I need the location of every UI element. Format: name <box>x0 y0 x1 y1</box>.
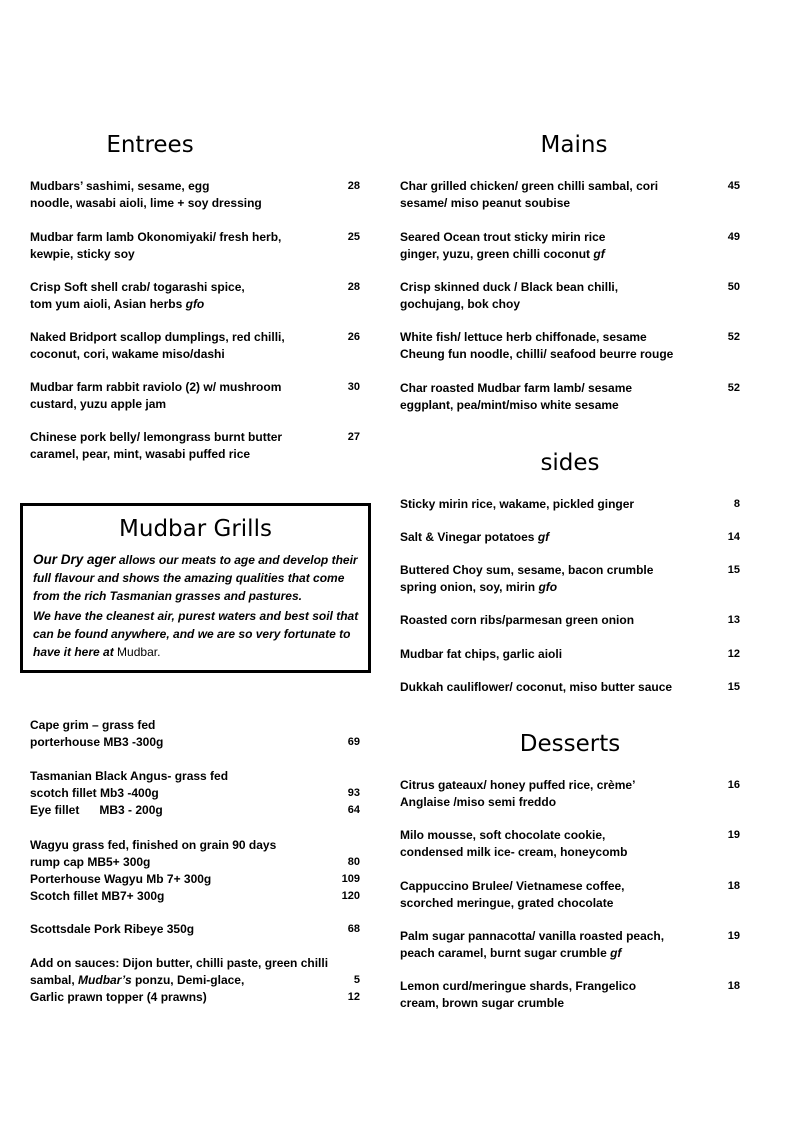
mains-heading: Mains <box>540 132 608 158</box>
sauce-price: 12 <box>347 991 360 1003</box>
sauce-price: 5 <box>353 974 360 986</box>
grill-price: 68 <box>347 923 360 935</box>
grills-description: Our Dry ager allows our meats to age and develop their full flavour and shows the amazing qualities that come from the rich Tasmanian grasses and pastures. We have the cleanest air, purest waters and best soil that can be found anywhere, and we are so very fortunate to have it here at Mudbar. <box>33 552 359 659</box>
dietary-tag: gf <box>593 247 605 261</box>
main-item: Seared Ocean trout sticky mirin rice ginger, yuzu, green chilli coconut gf <box>400 230 606 261</box>
entrees-heading: Entrees <box>106 132 194 158</box>
main-item: Crisp skinned duck / Black bean chilli, gochujang, bok choy <box>400 280 619 311</box>
grill-item: Scottsdale Pork Ribeye 350g <box>30 922 195 936</box>
entree-item: Naked Bridport scallop dumplings, red chilli, coconut, cori, wakame miso/dashi <box>30 330 285 361</box>
side-item: Sticky mirin rice, wakame, pickled ginger <box>400 497 635 511</box>
sides-heading: sides <box>540 450 600 476</box>
main-price: 50 <box>727 281 740 293</box>
dessert-price: 18 <box>727 880 740 892</box>
dessert-item: Cappuccino Brulee/ Vietnamese coffee, scorched meringue, grated chocolate <box>400 879 625 910</box>
main-price: 45 <box>727 180 740 192</box>
dessert-price: 18 <box>727 980 740 992</box>
grill-price: 120 <box>341 890 360 902</box>
grill-item: Tasmanian Black Angus- grass fed scotch fillet Mb3 -400g Eye fillet MB3 - 200g <box>30 769 229 817</box>
grill-price: 69 <box>347 736 360 748</box>
entree-item: Mudbars’ sashimi, sesame, egg noodle, wasabi aioli, lime + soy dressing <box>30 179 262 210</box>
side-price: 13 <box>727 614 740 626</box>
side-item: Dukkah cauliflower/ coconut, miso butter sauce <box>400 680 673 694</box>
grills-info-box <box>20 503 371 673</box>
grill-price: 80 <box>347 856 360 868</box>
entree-price: 26 <box>347 331 360 343</box>
dietary-tag: gfo <box>185 297 205 311</box>
entree-item: Mudbar farm rabbit raviolo (2) w/ mushroom custard, yuzu apple jam <box>30 380 282 411</box>
dessert-price: 19 <box>727 930 740 942</box>
entree-price: 30 <box>347 381 360 393</box>
grill-item: Wagyu grass fed, finished on grain 90 days rump cap MB5+ 300g Porterhouse Wagyu Mb 7+ 300g Scotch fillet MB7+ 300g <box>30 838 277 903</box>
entree-item: Crisp Soft shell crab/ togarashi spice, tom yum aioli, Asian herbs gfo <box>30 280 245 311</box>
entree-price: 28 <box>347 281 360 293</box>
sauces-item: Add on sauces: Dijon butter, chilli paste, green chilli sambal, Mudbar’s ponzu, Demi-glace, Garlic prawn topper (4 prawns) <box>30 956 329 1004</box>
dessert-item: Palm sugar pannacotta/ vanilla roasted peach, peach caramel, burnt sugar crumble gf <box>400 929 665 960</box>
main-item: White fish/ lettuce herb chiffonade, sesame Cheung fun noodle, chilli/ seafood beurre rouge <box>400 330 674 361</box>
dessert-item: Lemon curd/meringue shards, Frangelico cream, brown sugar crumble <box>400 979 637 1010</box>
main-price: 49 <box>727 231 740 243</box>
grill-price: 109 <box>341 873 360 885</box>
entree-price: 27 <box>347 431 360 443</box>
entree-item: Mudbar farm lamb Okonomiyaki/ fresh herb, kewpie, sticky soy <box>30 230 282 261</box>
main-item: Char grilled chicken/ green chilli sambal, cori sesame/ miso peanut soubise <box>400 179 659 210</box>
grills-heading: Mudbar Grills <box>119 516 272 542</box>
grill-item: Cape grim – grass fed porterhouse MB3 -300g <box>30 718 164 749</box>
main-item: Char roasted Mudbar farm lamb/ sesame eggplant, pea/mint/miso white sesame <box>400 381 633 412</box>
dessert-price: 16 <box>727 779 740 791</box>
side-item: Roasted corn ribs/parmesan green onion <box>400 613 635 627</box>
entree-item: Chinese pork belly/ lemongrass burnt butter caramel, pear, mint, wasabi puffed rice <box>30 430 283 461</box>
grill-price: 93 <box>347 787 360 799</box>
main-price: 52 <box>727 382 740 394</box>
side-price: 12 <box>727 648 740 660</box>
dessert-item: Milo mousse, soft chocolate cookie, condensed milk ice- cream, honeycomb <box>400 828 628 859</box>
entree-price: 25 <box>347 231 360 243</box>
desserts-heading: Desserts <box>519 731 621 757</box>
side-item: Mudbar fat chips, garlic aioli <box>400 647 563 661</box>
side-price: 14 <box>727 531 740 543</box>
side-price: 15 <box>727 564 740 576</box>
dessert-price: 19 <box>727 829 740 841</box>
side-item: Buttered Choy sum, sesame, bacon crumble spring onion, soy, mirin gfo <box>400 563 654 594</box>
dessert-item: Citrus gateaux/ honey puffed rice, crème’ Anglaise /miso semi freddo <box>400 778 636 809</box>
grill-price: 64 <box>347 804 360 816</box>
dietary-tag: gf <box>610 946 622 960</box>
main-price: 52 <box>727 331 740 343</box>
side-price: 15 <box>727 681 740 693</box>
side-item: Salt & Vinegar potatoes gf <box>400 530 550 544</box>
dietary-tag: gfo <box>538 580 558 594</box>
entree-price: 28 <box>347 180 360 192</box>
side-price: 8 <box>733 498 740 510</box>
dietary-tag: gf <box>537 530 550 544</box>
